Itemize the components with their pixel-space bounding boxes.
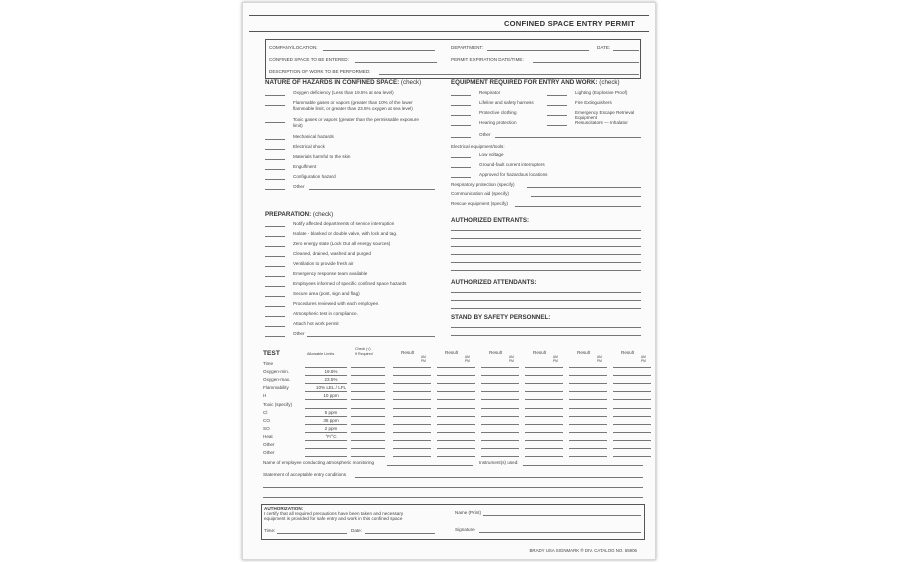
result-header: Result — [577, 350, 591, 355]
attendant-line[interactable] — [451, 292, 641, 293]
result-line[interactable] — [393, 375, 431, 376]
equipment-label: Lighting (Explosive Proof) — [575, 90, 628, 95]
result-line[interactable] — [437, 383, 475, 384]
allowable-line — [305, 440, 347, 441]
equipment-label: Equipment — [575, 115, 597, 120]
hazard-label: Mechanical hazards — [293, 134, 334, 139]
result-header: Result — [445, 350, 459, 355]
result-line[interactable] — [569, 416, 607, 417]
allowable-line — [305, 375, 347, 376]
result-line[interactable] — [613, 399, 651, 400]
hazard-check-blank[interactable] — [265, 149, 285, 150]
equipment-other-field[interactable] — [495, 137, 641, 138]
result-line[interactable] — [525, 391, 563, 392]
standby-line[interactable] — [451, 327, 641, 328]
equipment-check-blank[interactable] — [451, 105, 471, 106]
hazard-label: Materials harmful to the skin — [293, 154, 351, 159]
respiratory-field[interactable] — [527, 187, 641, 188]
hazard-label: flammable limit, or greater than 23.5% oxygen at sea level) — [293, 105, 413, 111]
result-line[interactable] — [481, 399, 519, 400]
result-line[interactable] — [613, 448, 651, 449]
preparation-title: PREPARATION: (check) — [265, 211, 334, 218]
result-line[interactable] — [569, 448, 607, 449]
test-row-label: Toxic (specify) — [263, 401, 293, 407]
result-line[interactable] — [569, 399, 607, 400]
hazard-label: Electrical shock — [293, 144, 325, 149]
result-line[interactable] — [613, 391, 651, 392]
result-line[interactable] — [393, 456, 431, 457]
am-label: AM — [641, 355, 646, 359]
electrical-check-blank[interactable] — [451, 157, 471, 158]
allowable-line — [305, 408, 347, 409]
electrical-label: Electrical equipment/tools: — [451, 144, 505, 149]
hazard-label: limit) — [293, 122, 303, 128]
result-line[interactable] — [437, 408, 475, 409]
allowable-line — [305, 416, 347, 417]
communication-label: Communication aid (specify) — [451, 191, 509, 196]
am-label: AM — [421, 355, 426, 359]
test-row-label: Flammability — [263, 385, 289, 391]
time-label: Time: — [264, 528, 276, 533]
instruments-field[interactable] — [523, 465, 643, 466]
entrant-line[interactable] — [451, 246, 641, 247]
allowable-value: 2 ppm — [324, 425, 338, 431]
check-line[interactable] — [351, 408, 385, 409]
space-label: CONFINED SPACE TO BE ENTERED: — [269, 57, 349, 62]
test-row-label: H — [263, 393, 267, 399]
test-row-label: Time — [263, 361, 274, 366]
result-line[interactable] — [613, 440, 651, 441]
result-line[interactable] — [613, 456, 651, 457]
result-line[interactable] — [393, 408, 431, 409]
result-line[interactable] — [525, 456, 563, 457]
equipment-label: Emergency Escape Retrieval — [575, 110, 635, 115]
catalog-footer: BRADY USA SIGNMARK ® DIV. CATALOG NO. 65906 — [529, 548, 637, 553]
permit-title: CONFINED SPACE ENTRY PERMIT — [504, 19, 635, 28]
result-line[interactable] — [525, 383, 563, 384]
result-line[interactable] — [525, 367, 563, 368]
allowable-value: 23.5% — [324, 377, 338, 383]
result-line[interactable] — [437, 440, 475, 441]
allowable-line — [305, 424, 347, 425]
check-line[interactable] — [351, 375, 385, 376]
authorization-title: AUTHORIZATION: — [264, 506, 304, 511]
electrical-item: Approved for hazardous locations — [479, 172, 548, 177]
equipment-title: EQUIPMENT REQUIRED FOR ENTRY AND WORK: (check) — [451, 79, 620, 86]
pm-label: PM — [641, 359, 646, 363]
authorization-line-1: I certify that all required precautions have been taken and necessary — [264, 511, 404, 516]
result-line[interactable] — [569, 367, 607, 368]
pm-label: PM — [465, 359, 470, 363]
electrical-item: Low voltage — [479, 152, 504, 157]
result-line[interactable] — [569, 408, 607, 409]
check-line[interactable] — [351, 432, 385, 433]
auth-date-label: Date: — [351, 528, 362, 533]
check-header-1: Check (√) — [355, 347, 371, 351]
preparation-check-blank[interactable] — [265, 226, 285, 227]
equipment-check-blank[interactable] — [451, 137, 471, 138]
equipment-check-blank[interactable] — [547, 95, 567, 96]
result-header: Result — [401, 350, 415, 355]
result-line[interactable] — [525, 440, 563, 441]
result-line[interactable] — [437, 399, 475, 400]
check-line[interactable] — [351, 391, 385, 392]
am-label: AM — [465, 355, 470, 359]
result-line[interactable] — [393, 367, 431, 368]
am-label: AM — [509, 355, 514, 359]
test-row-label: SO — [263, 425, 270, 431]
result-line[interactable] — [613, 432, 651, 433]
result-line[interactable] — [481, 391, 519, 392]
auth-date-field[interactable] — [365, 533, 435, 534]
rescue-label: Rescue equipment (specify) — [451, 201, 508, 206]
hazard-check-blank[interactable] — [265, 95, 285, 96]
hazard-other-field[interactable] — [309, 189, 435, 190]
allowable-value: 19.5% — [324, 369, 338, 375]
result-line[interactable] — [613, 367, 651, 368]
equipment-check-blank[interactable] — [451, 95, 471, 96]
result-line[interactable] — [525, 416, 563, 417]
result-line[interactable] — [569, 424, 607, 425]
result-line[interactable] — [613, 408, 651, 409]
result-line[interactable] — [613, 383, 651, 384]
preparation-check-blank[interactable] — [265, 256, 285, 257]
result-line[interactable] — [393, 383, 431, 384]
result-line[interactable] — [613, 416, 651, 417]
allowable-line — [305, 367, 347, 368]
test-row-label: Cl — [263, 409, 268, 415]
permit-sheet — [242, 2, 656, 560]
preparation-label: Secure area (post, sign and flag) — [293, 291, 360, 296]
title-rule — [249, 31, 649, 32]
rescue-field[interactable] — [515, 206, 641, 207]
result-line[interactable] — [569, 391, 607, 392]
result-line[interactable] — [481, 408, 519, 409]
preparation-label: Other — [293, 331, 305, 336]
result-header: Result — [533, 350, 547, 355]
preparation-check-blank[interactable] — [265, 336, 285, 337]
hazard-check-blank[interactable] — [265, 122, 285, 123]
result-line[interactable] — [569, 440, 607, 441]
preparation-label: Cleaned, drained, washed and purged — [293, 251, 371, 256]
allowable-line — [305, 432, 347, 433]
result-line[interactable] — [437, 432, 475, 433]
preparation-label: Procedures reviewed with each employee. — [293, 301, 380, 306]
result-line[interactable] — [569, 456, 607, 457]
result-line[interactable] — [437, 456, 475, 457]
name-label: Name (Print) — [455, 510, 482, 515]
equipment-check-blank[interactable] — [547, 125, 567, 126]
authorization-box — [261, 504, 645, 540]
hazard-label: Engulfment — [293, 164, 317, 169]
allowable-value: 5 ppm — [324, 409, 338, 415]
result-line[interactable] — [481, 456, 519, 457]
result-line[interactable] — [393, 399, 431, 400]
employee-field[interactable] — [387, 465, 473, 466]
equipment-label: Hearing protection — [479, 120, 517, 125]
preparation-label: Atmospheric test in compliance. — [293, 311, 358, 316]
equipment-check-blank[interactable] — [547, 105, 567, 106]
equipment-other-label: Other — [479, 132, 491, 137]
result-line[interactable] — [525, 432, 563, 433]
equipment-label: Protective clothing — [479, 110, 517, 115]
description-label: DESCRIPTION OF WORK TO BE PERFORMED: — [269, 69, 371, 74]
company-field[interactable] — [323, 50, 435, 51]
result-line[interactable] — [613, 424, 651, 425]
hazard-label: Toxic gases or vapors (greater than the permissable exposure — [293, 117, 419, 122]
time-field[interactable] — [277, 533, 347, 534]
pm-label: PM — [597, 359, 602, 363]
equipment-label: Respirator — [479, 90, 501, 95]
check-line[interactable] — [351, 399, 385, 400]
test-row-label: Other — [263, 442, 275, 447]
pm-label: PM — [553, 359, 558, 363]
hazard-label: Other — [293, 184, 305, 189]
instruments-label: Instrument(s) used: — [479, 460, 519, 465]
attendants-title: AUTHORIZED ATTENDANTS: — [451, 279, 537, 286]
hazard-label: Flammable gases or vapors (greater than 10% of the lower — [293, 100, 413, 105]
entrant-line[interactable] — [451, 238, 641, 239]
hazards-title: NATURE OF HAZARDS IN CONFINED SPACE: (check) — [265, 79, 422, 86]
hazard-check-blank[interactable] — [265, 139, 285, 140]
statement-line-3[interactable] — [263, 497, 643, 498]
preparation-check-blank[interactable] — [265, 286, 285, 287]
result-line[interactable] — [481, 448, 519, 449]
result-line[interactable] — [437, 375, 475, 376]
result-line[interactable] — [481, 383, 519, 384]
entrant-line[interactable] — [451, 262, 641, 263]
pm-label: PM — [421, 359, 426, 363]
result-line[interactable] — [437, 416, 475, 417]
result-header: Result — [621, 350, 635, 355]
equipment-check-blank[interactable] — [451, 115, 471, 116]
allowable-value: 35 ppm — [323, 417, 339, 423]
allowable-line — [305, 391, 347, 392]
preparation-check-blank[interactable] — [265, 246, 285, 247]
description-field[interactable] — [379, 74, 639, 75]
statement-field[interactable] — [355, 477, 643, 478]
respiratory-label: Respiratory protection (specify) — [451, 182, 515, 187]
result-line[interactable] — [569, 375, 607, 376]
allowable-value: 10 ppm — [323, 393, 339, 399]
check-line[interactable] — [351, 383, 385, 384]
signature-label: Signature — [455, 527, 475, 532]
result-line[interactable] — [569, 383, 607, 384]
communication-field[interactable] — [531, 196, 641, 197]
result-line[interactable] — [393, 448, 431, 449]
result-line[interactable] — [613, 375, 651, 376]
test-row-label: Oxygen-max. — [263, 377, 291, 383]
department-field[interactable] — [487, 50, 589, 51]
result-line[interactable] — [525, 448, 563, 449]
equipment-check-blank[interactable] — [451, 125, 471, 126]
result-line[interactable] — [437, 391, 475, 392]
expiration-field[interactable] — [533, 62, 639, 63]
result-line[interactable] — [393, 432, 431, 433]
entrant-line[interactable] — [451, 254, 641, 255]
expiration-label: PERMIT EXPIRATION DATE/TIME: — [451, 57, 524, 62]
preparation-check-blank[interactable] — [265, 276, 285, 277]
check-line[interactable] — [351, 448, 385, 449]
check-line[interactable] — [351, 440, 385, 441]
allowable-header: Allowable Limits — [307, 352, 335, 356]
allowable-line — [305, 448, 347, 449]
result-line[interactable] — [393, 424, 431, 425]
entrants-title: AUTHORIZED ENTRANTS: — [451, 217, 530, 224]
hazard-check-blank[interactable] — [265, 169, 285, 170]
check-line[interactable] — [351, 367, 385, 368]
preparation-label: Isolate - blanked or double valve, with lock and tag. — [293, 231, 398, 236]
preparation-label: Ventilation to provide fresh air — [293, 261, 354, 266]
test-title: TEST — [263, 350, 280, 357]
electrical-check-blank[interactable] — [451, 177, 471, 178]
am-label: AM — [553, 355, 558, 359]
attendant-line[interactable] — [451, 300, 641, 301]
result-line[interactable] — [481, 375, 519, 376]
top-rule — [249, 15, 649, 16]
result-line[interactable] — [569, 432, 607, 433]
date-label: DATE: — [597, 45, 611, 50]
result-line[interactable] — [481, 424, 519, 425]
preparation-check-blank[interactable] — [265, 306, 285, 307]
check-line[interactable] — [351, 456, 385, 457]
preparation-label: Emergency response team available — [293, 271, 368, 276]
test-row-label: Heat — [263, 433, 273, 439]
space-field[interactable] — [355, 62, 437, 63]
result-line[interactable] — [481, 416, 519, 417]
result-line[interactable] — [525, 375, 563, 376]
statement-label: Statement of acceptable entry conditions — [263, 472, 346, 477]
preparation-other-field[interactable] — [307, 336, 435, 337]
employee-label: Name of employee conducting atmospheric monitoring — [263, 460, 375, 465]
test-row-label: Other — [263, 450, 275, 456]
result-header: Result — [489, 350, 503, 355]
result-line[interactable] — [437, 424, 475, 425]
result-line[interactable] — [393, 440, 431, 441]
hazard-check-blank[interactable] — [265, 179, 285, 180]
name-field[interactable] — [483, 515, 641, 516]
result-line[interactable] — [481, 367, 519, 368]
allowable-line — [305, 456, 347, 457]
check-line[interactable] — [351, 424, 385, 425]
electrical-check-blank[interactable] — [451, 167, 471, 168]
result-line[interactable] — [437, 448, 475, 449]
preparation-check-blank[interactable] — [265, 296, 285, 297]
result-line[interactable] — [393, 391, 431, 392]
statement-line-2[interactable] — [263, 487, 643, 488]
am-label: AM — [597, 355, 602, 359]
result-line[interactable] — [393, 416, 431, 417]
preparation-label: Zero energy state (Lock Out all energy sources) — [293, 241, 391, 246]
allowable-line — [305, 383, 347, 384]
preparation-check-blank[interactable] — [265, 236, 285, 237]
preparation-check-blank[interactable] — [265, 326, 285, 327]
check-line[interactable] — [351, 416, 385, 417]
company-label: COMPANY/LOCATION: — [269, 45, 318, 50]
standby-line[interactable] — [451, 335, 641, 336]
test-row-label: CO — [263, 417, 270, 423]
preparation-label: Employees informed of specific confined space hazards — [293, 281, 407, 286]
result-line[interactable] — [525, 424, 563, 425]
result-line[interactable] — [437, 367, 475, 368]
allowable-value: °F/°C — [325, 433, 337, 439]
attendant-line[interactable] — [451, 308, 641, 309]
allowable-line — [305, 399, 347, 400]
hazard-check-blank[interactable] — [265, 189, 285, 190]
hazard-label: Oxygen deficiency (Less than 19.5% at sea level) — [293, 90, 394, 95]
electrical-item: Ground-fault current interrupters — [479, 162, 545, 167]
equipment-label: Lifeline and safety harness — [479, 100, 534, 105]
hazard-check-blank[interactable] — [265, 159, 285, 160]
hazard-label: Configuration hazard — [293, 174, 336, 179]
result-line[interactable] — [481, 440, 519, 441]
equipment-label: Fire Extinguishers — [575, 100, 612, 105]
pm-label: PM — [509, 359, 514, 363]
result-line[interactable] — [525, 408, 563, 409]
preparation-label: Attach hot work permit — [293, 321, 339, 326]
preparation-check-blank[interactable] — [265, 316, 285, 317]
allowable-value: 10% LEL / LFL — [315, 385, 347, 391]
date-field[interactable] — [613, 50, 639, 51]
result-line[interactable] — [525, 399, 563, 400]
authorization-line-2: equipment is provided for safe entry and work in this confined space — [264, 516, 403, 521]
signature-field[interactable] — [479, 532, 641, 533]
entrant-line[interactable] — [451, 230, 641, 231]
preparation-label: Notify affected departments of service interruption — [293, 221, 395, 226]
check-header-2: If Required — [355, 352, 373, 356]
entrant-line[interactable] — [451, 270, 641, 271]
test-row-label: Oxygen-min. — [263, 369, 290, 375]
department-label: DEPARTMENT: — [451, 45, 483, 50]
standby-title: STAND BY SAFETY PERSONNEL: — [451, 314, 551, 321]
hazard-check-blank[interactable] — [265, 105, 285, 106]
equipment-check-blank[interactable] — [547, 115, 567, 116]
preparation-check-blank[interactable] — [265, 266, 285, 267]
equipment-label: Resuscitators — Inhalator — [575, 120, 628, 125]
result-line[interactable] — [481, 432, 519, 433]
